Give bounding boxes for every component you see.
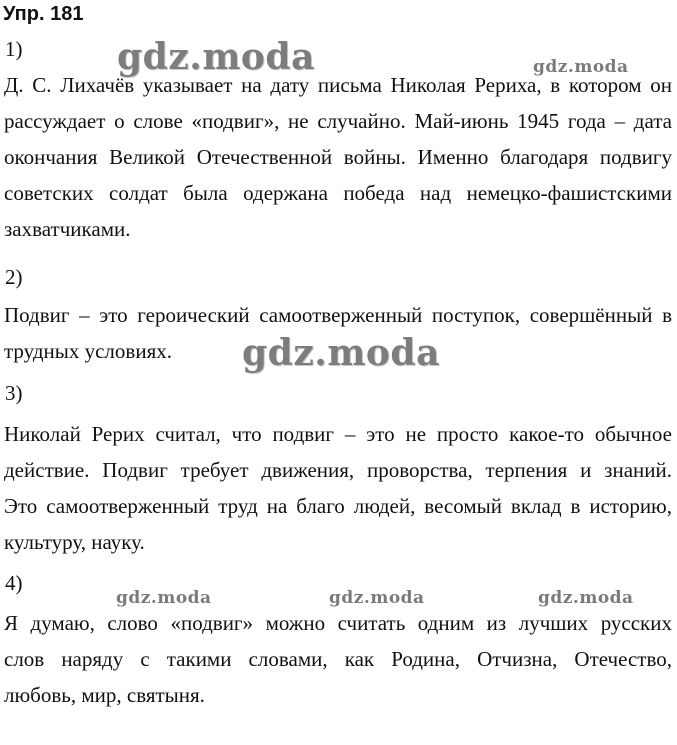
watermark-logo: gdz.moda bbox=[533, 57, 629, 77]
text-line: окончания Великой Отечественной войны. Именно благодаря подвигу bbox=[4, 145, 672, 169]
watermark-logo: gdz.moda bbox=[538, 588, 634, 608]
section-number-1: 1) bbox=[5, 37, 23, 61]
text-line: рассуждает о слове «подвиг», не случайно. Май-июнь 1945 года – дата bbox=[4, 109, 672, 133]
text-line: действие. Подвиг требует движения, проворства, терпения и знаний. bbox=[4, 458, 672, 482]
section-text-3 bbox=[4, 416, 672, 560]
text-line: культуру, науку. bbox=[4, 530, 145, 554]
watermark-logo: gdz.moda bbox=[242, 332, 440, 374]
section-number-2: 2) bbox=[5, 265, 23, 289]
watermark-logo: gdz.moda bbox=[116, 588, 212, 608]
text-line: Николай Рерих считал, что подвиг – это не просто какое-то обычное bbox=[4, 422, 672, 446]
text-line: Д. С. Лихачёв указывает на дату письма Николая Рериха, в котором он bbox=[4, 73, 672, 97]
text-line: Подвиг – это героический самоотверженный поступок, совершённый в bbox=[4, 303, 672, 327]
text-line: Я думаю, слово «подвиг» можно считать одним из лучших русских bbox=[4, 611, 672, 635]
section-number-3: 3) bbox=[5, 381, 23, 405]
text-line: слов наряду с такими словами, как Родина, Отчизна, Отечество, bbox=[4, 647, 672, 671]
text-line: трудных условиях. bbox=[4, 339, 172, 363]
exercise-title: Упр. 181 bbox=[3, 3, 84, 25]
section-text-1 bbox=[4, 67, 672, 247]
text-line: захватчиками. bbox=[4, 217, 131, 241]
text-line: советских солдат была одержана победа над немецко-фашистскими bbox=[4, 181, 672, 205]
watermark-logo: gdz.moda bbox=[117, 36, 315, 78]
section-text-4 bbox=[4, 605, 672, 713]
text-line: Это самоотверженный труд на благо людей, весомый вклад в историю, bbox=[4, 494, 672, 518]
section-number-4: 4) bbox=[5, 571, 23, 595]
text-line: любовь, мир, святыня. bbox=[4, 683, 205, 707]
watermark-logo: gdz.moda bbox=[329, 588, 425, 608]
